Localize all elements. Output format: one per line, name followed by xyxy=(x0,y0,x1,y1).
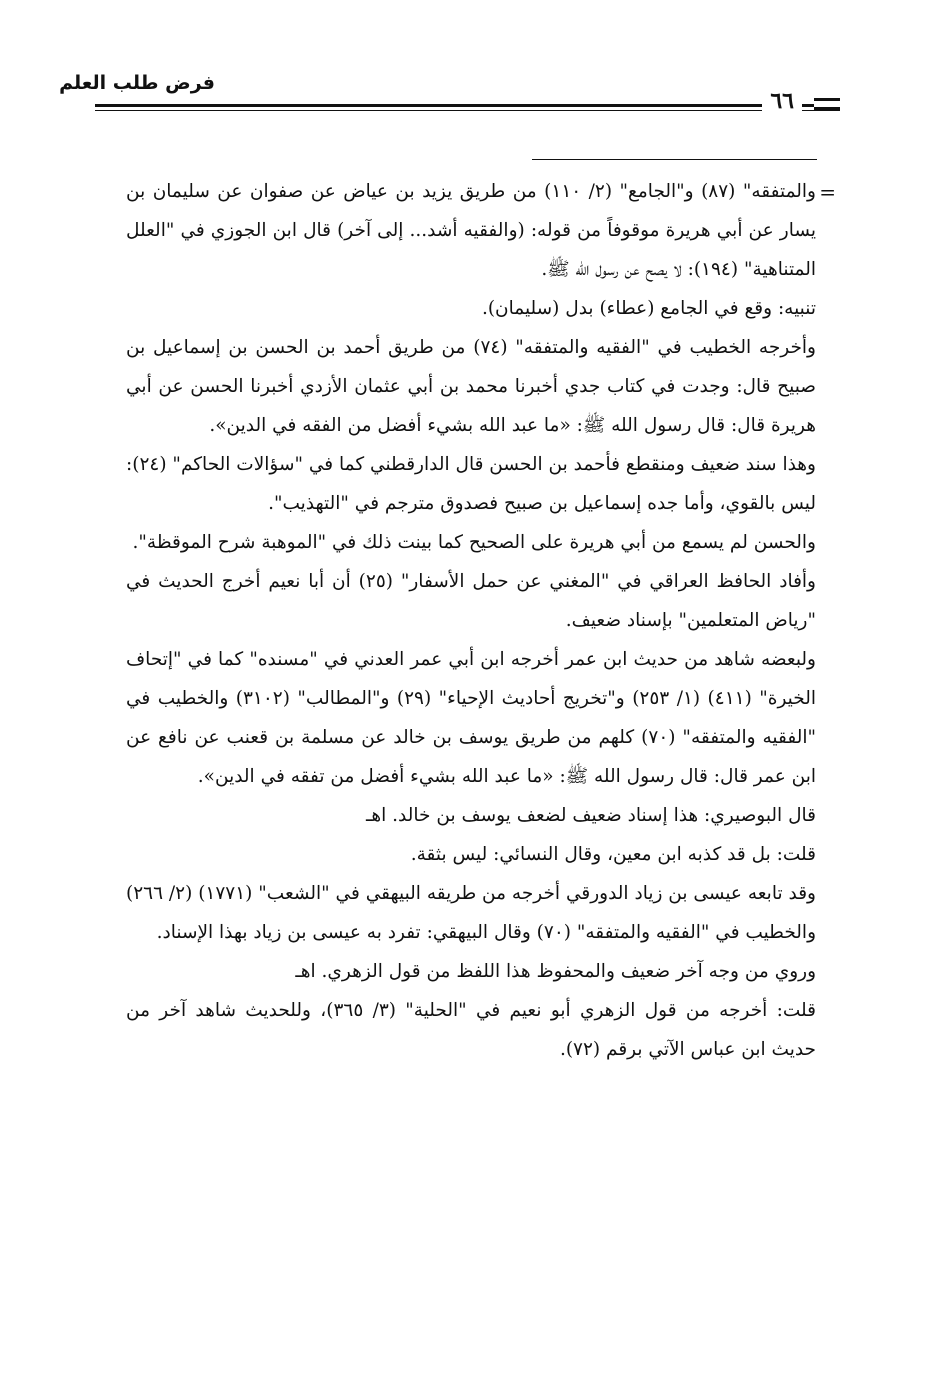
paragraph: تنبيه: وقع في الجامع (عطاء) بدل (سليمان). xyxy=(481,298,816,319)
paragraph: والحسن لم يسمع من أبي هريرة على الصحيح كما بينت ذلك في "الموهبة شرح الموقظة". xyxy=(132,532,816,553)
paragraph: وروي من وجه آخر ضعيف والمحفوظ هذا اللفظ من قول الزهري. اهـ xyxy=(295,961,816,982)
footnote-body xyxy=(126,172,816,1069)
paragraph: وأفاد الحافظ العراقي في "المغني عن حمل الأسفار" (٢٥) أن أبا نعيم أخرج الحديث في "رياض المتعلمين" بإسناد ضعيف. xyxy=(126,571,816,631)
book-title: فرض طلب العلم xyxy=(59,72,215,94)
paragraph: وأخرجه الخطيب في "الفقيه والمتفقه" (٧٤) من طريق أحمد بن الحسن بن إسماعيل بن صبيح قال: وجدت في كتاب جدي أخبرنا محمد بن أبي عثمان الأزدي أخبرنا الحسن عن أبي هريرة قال: قال رسول الله ﷺ: «ما عبد الله بشيء أفضل من الفقه في الدين». xyxy=(126,337,816,436)
page-number-dash xyxy=(814,98,840,110)
paragraph: قلت: بل قد كذبه ابن معين، وقال النسائي: ليس بثقة. xyxy=(410,844,816,865)
paragraph: وقد تابعه عيسى بن زياد الدورقي أخرجه من طريقه البيهقي في "الشعب" (١٧٧١) (٢/ ٢٦٦) والخطيب في "الفقيه والمتفقه" (٧٠) وقال البيهقي: تفرد به عيسى بن زياد بهذا الإسناد. xyxy=(126,883,816,943)
paragraph: وهذا سند ضعيف ومنقطع فأحمد بن الحسن قال الدارقطني كما في "سؤالات الحاكم" (٢٤): ليس بالقوي، وأما جده إسماعيل بن صبيح فصدوق مترجم في "التهذيب". xyxy=(126,454,816,514)
header-rule xyxy=(95,104,840,107)
page-header xyxy=(59,68,840,128)
paragraph: قلت: أخرجه من قول الزهري أبو نعيم في "الحلية" (٣/ ٣٦٥)، وللحديث شاهد آخر من حديث ابن عباس الآتي برقم (٧٢). xyxy=(126,1000,816,1060)
page-number: ٦٦ xyxy=(762,88,802,114)
paragraph: ولبعضه شاهد من حديث ابن عمر أخرجه ابن أبي عمر العدني في "مسنده" كما في "إتحاف الخيرة" (٤١١) (١/ ٢٥٣) و"تخريج أحاديث الإحياء" (٢٩) و"المطالب" (٣١٠٢) والخطيب في "الفقيه والمتفقه" (٧٠) كلهم من طريق يوسف بن خالد عن مسلمة بن قعنب عن نافع عن ابن عمر قال: قال رسول الله ﷺ: «ما عبد الله بشيء أفضل من تفقه في الدين». xyxy=(126,649,817,787)
paragraph: قال البوصيري: هذا إسناد ضعيف لضعف يوسف بن خالد. اهـ xyxy=(365,805,816,826)
footnote-separator xyxy=(532,159,817,160)
header-rule-thin xyxy=(95,110,840,111)
footnote-continuation-mark: = xyxy=(819,180,836,204)
paragraph: والمتفقه" (٨٧) و"الجامع" (٢/ ١١٠) من طريق يزيد بن عياض عن صفوان عن سليمان بن يسار عن أبي هريرة موقوفاً من قوله: (والفقيه أشد... إلى آخر) قال ابن الجوزي في "العلل المتناهية" (١٩٤): لا يصح عن رسول الله ﷺ. xyxy=(126,181,816,280)
